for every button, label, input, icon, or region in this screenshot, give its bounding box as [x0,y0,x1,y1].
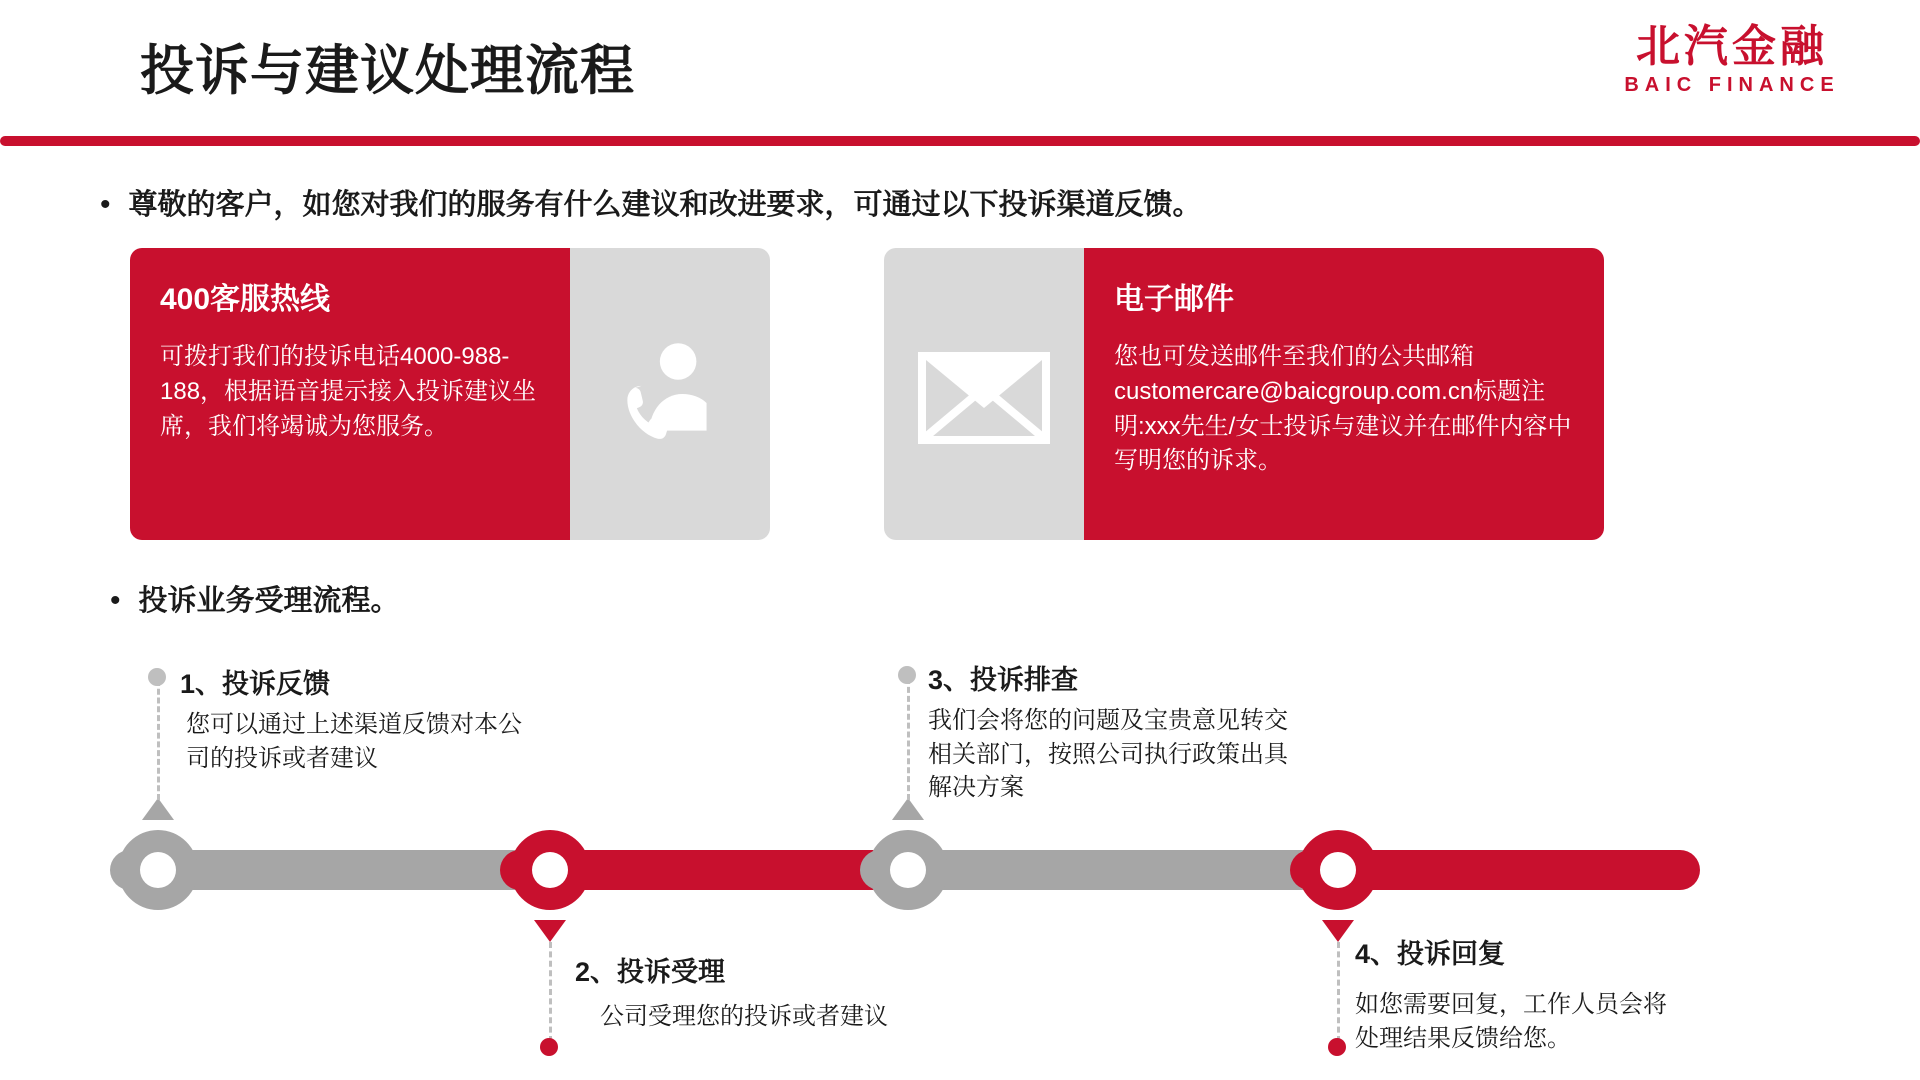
page-header [0,0,1920,150]
step-2-title: 2、投诉受理 [575,957,726,987]
channel-card-email [884,248,1604,540]
step-1-desc: 您可以通过上述渠道反馈对本公司的投诉或者建议 [186,711,522,772]
timeline-pointer-2 [534,920,566,942]
timeline-pointer-1 [142,798,174,820]
page-title: 投诉与建议处理流程 [140,41,635,101]
envelope-icon [914,339,1054,449]
header-divider [0,136,1920,146]
step-4-title: 4、投诉回复 [1355,939,1506,969]
hotline-card-content [130,248,570,540]
timeline-node-4[interactable] [1298,830,1378,910]
step-1-title: 1、投诉反馈 [180,669,331,699]
timeline-pointer-4 [1322,920,1354,942]
timeline-node-2[interactable] [510,830,590,910]
hotline-card-body: 可拨打我们的投诉电话4000-988-188，根据语音提示接入投诉建议坐席，我们将竭诚为您服务。 [160,343,537,440]
timeline-stem-4 [1337,942,1340,1042]
timeline-stem-1 [157,680,160,800]
email-card-body: 您也可发送邮件至我们的公共邮箱customercare@baicgroup.com.cn标题注明:xxx先生/女士投诉与建议并在邮件内容中写明您的诉求。 [1114,343,1572,475]
process-bullet [110,578,400,619]
timeline-node-1[interactable] [118,830,198,910]
process-bullet-text: 投诉业务受理流程。 [138,585,400,617]
brand-logo [1592,24,1872,97]
timeline-stem-dot-3 [898,666,916,684]
bullet-dot-icon: • [100,188,111,221]
customer-service-agent-icon [605,329,735,459]
timeline-pointer-3 [892,798,924,820]
email-icon-panel [884,248,1084,540]
intro-bullet [100,182,1202,223]
timeline-node-1-inner [140,852,176,888]
timeline-stem-3 [907,678,910,800]
timeline-stem-dot-4 [1328,1038,1346,1056]
timeline-node-3[interactable] [868,830,948,910]
step-4-desc: 如您需要回复，工作人员会将处理结果反馈给您。 [1355,991,1667,1052]
channel-card-hotline [130,248,770,540]
bullet-dot-icon: • [110,584,121,617]
step-2-desc: 公司受理您的投诉或者建议 [600,1003,888,1030]
timeline-stem-2 [549,942,552,1042]
timeline-stem-dot-1 [148,668,166,686]
hotline-icon-panel [570,248,770,540]
complaint-process-timeline [0,620,1920,1080]
intro-bullet-text: 尊敬的客户，如您对我们的服务有什么建议和改进要求，可通过以下投诉渠道反馈。 [128,189,1202,221]
hotline-card-title: 400客服热线 [160,283,331,316]
step-3-title: 3、投诉排查 [928,665,1079,695]
email-card-title: 电子邮件 [1114,283,1234,316]
email-card-content [1084,248,1604,540]
timeline-node-4-inner [1320,852,1356,888]
logo-english-text: BAIC FINANCE [1624,74,1840,97]
timeline-node-3-inner [890,852,926,888]
step-3-desc: 我们会将您的问题及宝贵意见转交相关部门，按照公司执行政策出具解决方案 [928,707,1288,802]
timeline-node-2-inner [532,852,568,888]
logo-chinese-text: 北汽金融 [1636,22,1828,71]
timeline-stem-dot-2 [540,1038,558,1056]
